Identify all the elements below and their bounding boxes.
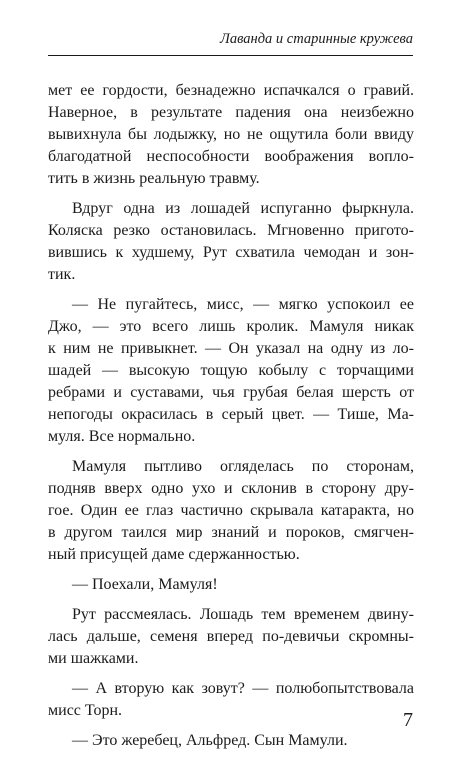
paragraph-3 bbox=[48, 294, 414, 448]
text-line: — Поехали, Мамуля! bbox=[72, 576, 218, 593]
body-text bbox=[48, 80, 414, 752]
text-line: вывихнула бы лодыжку, но не ощутила боли ввиду bbox=[48, 126, 414, 143]
text-line: ребрами и суставами, чья грубая белая шерсть от bbox=[48, 384, 414, 401]
text-line: в другом таился мир знаний и пороков, смягчен- bbox=[48, 524, 414, 541]
text-line: шадей — высокую тощую кобылу с торчащими bbox=[48, 362, 414, 379]
text-line: гое. Один ее глаз частично скрывала катаракта, но bbox=[48, 502, 414, 519]
text-line: тик. bbox=[48, 266, 76, 283]
text-line: — Это жеребец, Альфред. Сын Мамули. bbox=[72, 732, 348, 749]
text-line: вившись к худшему, Рут схватила чемодан и зон- bbox=[48, 244, 414, 261]
text-line: ный присущей даме сдержанностью. bbox=[48, 546, 300, 563]
paragraph-1 bbox=[48, 80, 414, 190]
text-line: лась дальше, семеня вперед по-девичьи скромны- bbox=[48, 628, 414, 645]
paragraph-4 bbox=[48, 456, 414, 566]
paragraph-2 bbox=[48, 198, 414, 286]
text-line: непогоды окрасилась в серый цвет. — Тише, Ма- bbox=[48, 406, 414, 423]
text-line: к ним не привыкнет. — Он указал на одну из ло- bbox=[48, 340, 414, 357]
text-line: Коляска резко остановилась. Мгновенно пригото- bbox=[48, 222, 414, 239]
paragraph-6 bbox=[48, 604, 414, 670]
header-rule bbox=[48, 55, 413, 56]
text-line: — А вторую как зовут? — полюбопытствовала bbox=[72, 680, 414, 697]
text-line: благодатной неспособности воображения вопло- bbox=[48, 148, 414, 165]
text-line: — Не пугайтесь, мисс, — мягко успокоил ее bbox=[72, 296, 414, 313]
page-number: 7 bbox=[403, 709, 413, 731]
paragraph-7 bbox=[48, 678, 414, 722]
text-line: Джо, — это всего лишь кролик. Мамуля никак bbox=[48, 318, 414, 335]
text-line: мет ее гордости, безнадежно испачкался о гравий. bbox=[48, 82, 414, 99]
text-line: Рут рассмеялась. Лошадь тем временем двину- bbox=[72, 606, 414, 623]
running-head-title: Лаванда и старинные кружева bbox=[220, 31, 413, 47]
text-line: тить в жизнь реальную травму. bbox=[48, 170, 260, 187]
paragraph-8 bbox=[48, 730, 414, 752]
text-line: муля. Все нормально. bbox=[48, 428, 196, 445]
text-line: Вдруг одна из лошадей испуганно фыркнула. bbox=[72, 200, 414, 217]
text-line: подняв вверх одно ухо и склонив в сторону дру- bbox=[48, 480, 414, 497]
text-line: Наверное, в результате падения она неизбежно bbox=[48, 104, 414, 121]
text-line: Мамуля пытливо огляделась по сторонам, bbox=[72, 458, 414, 475]
text-line: ми шажками. bbox=[48, 650, 139, 667]
paragraph-5 bbox=[48, 574, 414, 596]
text-line: мисс Торн. bbox=[48, 702, 123, 719]
